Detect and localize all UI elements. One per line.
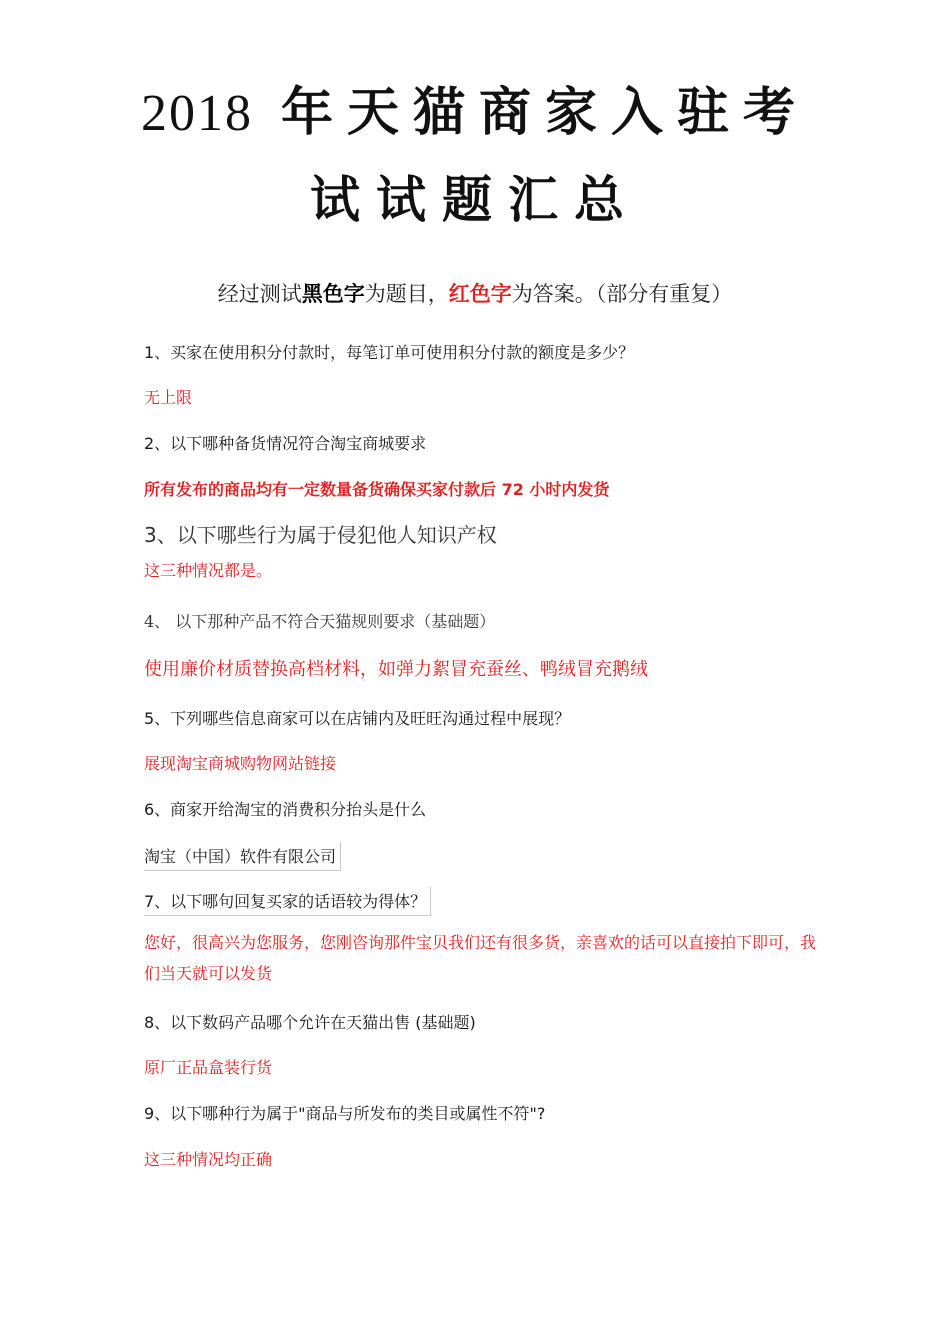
title-year: 2018 xyxy=(140,85,253,142)
title-text: 年天猫商家入驻考 xyxy=(280,82,809,143)
document-title-line2: 试试题汇总 xyxy=(310,170,640,229)
intro-suffix: 为答案。（部分有重复） xyxy=(511,282,733,306)
intro-black-word: 黑色字 xyxy=(301,282,365,306)
question-2: 2、以下哪种备货情况符合淘宝商城要求 xyxy=(144,434,427,453)
question-8: 8、以下数码产品哪个允许在天猫出售 (基础题) xyxy=(144,1013,476,1032)
document-title-line1 xyxy=(0,70,950,145)
question-3: 3、以下哪些行为属于侵犯他人知识产权 xyxy=(144,523,497,547)
answer-8: 原厂正品盒装行货 xyxy=(144,1058,273,1077)
intro-text xyxy=(0,278,950,308)
question-7: 7、以下哪句回复买家的话语较为得体？ xyxy=(144,887,431,916)
answer-5: 展现淘宝商城购物网站链接 xyxy=(144,754,337,773)
answer-2: 所有发布的商品均有一定数量备货确保买家付款后 72 小时内发货 xyxy=(144,480,610,499)
answer-9: 这三种情况均正确 xyxy=(144,1150,273,1169)
question-1: 1、买家在使用积分付款时，每笔订单可使用积分付款的额度是多少？ xyxy=(144,343,635,362)
question-6: 6、商家开给淘宝的消费积分抬头是什么 xyxy=(144,800,427,819)
answer-4: 使用廉价材质替换高档材料，如弹力絮冒充蚕丝、鸭绒冒充鹅绒 xyxy=(144,659,648,680)
answer-1: 无上限 xyxy=(144,388,193,407)
intro-prefix: 经过测试 xyxy=(217,282,302,306)
answer-6: 淘宝（中国）软件有限公司 xyxy=(144,842,341,871)
intro-mid: 为题目， xyxy=(364,282,449,306)
question-5: 5、下列哪些信息商家可以在店铺内及旺旺沟通过程中展现？ xyxy=(144,709,571,728)
answer-7: 您好，很高兴为您服务，您刚咨询那件宝贝我们还有很多货，亲喜欢的话可以直接拍下即可，我们当天就可以发货 xyxy=(144,933,817,983)
answer-3: 这三种情况都是。 xyxy=(144,561,273,580)
intro-red-word: 红色字 xyxy=(448,282,512,306)
question-9: 9、以下哪种行为属于"商品与所发布的类目或属性不符"? xyxy=(144,1104,546,1123)
question-4: 4、 以下那种产品不符合天猫规则要求（基础题） xyxy=(144,612,496,631)
